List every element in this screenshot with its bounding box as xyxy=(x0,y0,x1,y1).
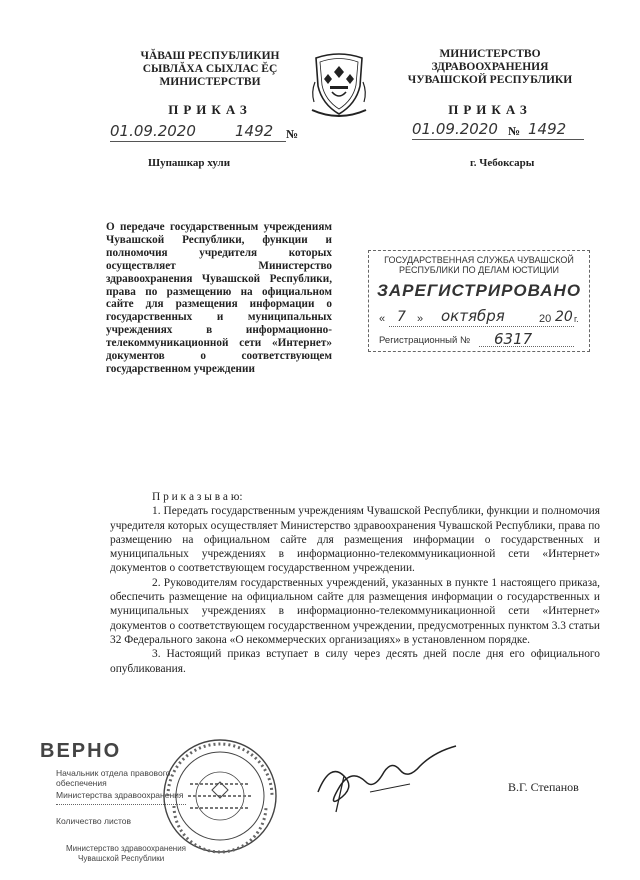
verified-stamp-line4: Министерство здравоохранения xyxy=(66,844,186,853)
header-right-line2: ЗДРАВООХРАНЕНИЯ xyxy=(431,61,549,73)
header-right-date-underline xyxy=(412,139,584,140)
header-left-line1: ЧĂВАШ РЕСПУБЛИКИН xyxy=(140,50,280,62)
header-left-line3: МИНИСТЕРСТВИ xyxy=(159,76,261,88)
registration-stamp-close-quote: » xyxy=(417,313,424,325)
verified-stamp-verno: ВЕРНО xyxy=(40,740,122,762)
registration-stamp-header xyxy=(369,255,589,275)
registration-stamp-year-g: г. xyxy=(574,314,579,324)
header-left-line2: СЫВЛĂХА СЫХЛАС ĔÇ xyxy=(142,63,278,75)
registration-stamp-date xyxy=(379,307,584,329)
chuvash-emblem-icon xyxy=(310,48,368,120)
registration-stamp-number-row xyxy=(379,330,584,349)
header-left-doc-type: ПРИКАЗ xyxy=(168,102,252,117)
registration-stamp-month: октября xyxy=(441,307,505,325)
registration-stamp-line1: ГОСУДАРСТВЕННАЯ СЛУЖБА ЧУВАШСКОЙ xyxy=(384,255,574,265)
header-right-date: 01.09.2020 xyxy=(412,120,498,138)
header-left-city: Шупашкар хули xyxy=(148,157,231,169)
header-right-number: 1492 xyxy=(528,120,567,138)
header-right-city: г. Чебоксары xyxy=(470,157,535,169)
header-right-doc-type: ПРИКАЗ xyxy=(448,102,532,117)
header-right-org xyxy=(400,48,580,87)
body-intro: П р и к а з ы в а ю: xyxy=(152,491,243,503)
header-left-org xyxy=(110,50,310,89)
registration-stamp-number-line xyxy=(479,346,574,348)
signature-mark-icon xyxy=(300,742,470,822)
header-right-line1: МИНИСТЕРСТВО xyxy=(439,48,541,60)
header-left-date: 01.09.2020 xyxy=(110,122,196,140)
registration-stamp-line2: РЕСПУБЛИКИ ПО ДЕЛАМ ЮСТИЦИИ xyxy=(399,265,559,275)
body-paragraph-1: 1. Передать государственным учреждениям Чувашской Республики, функции и полномочия учредителя которых осуществляет Министерство здравоохранения Чувашской Республики, права по размещению на официальном сайте для размещения информации о государственных и муниципальных учреждениях в информационно-телекоммуникационной сети «Интернет» документов о соответствующем государственном учреждении. xyxy=(110,505,601,575)
registration-stamp-date-line xyxy=(389,326,574,328)
header-left-number-sign: № xyxy=(286,127,299,141)
header-left-date-number xyxy=(110,122,310,144)
signature-name: В.Г. Степанов xyxy=(508,780,579,794)
registration-stamp-open-quote: « xyxy=(379,313,386,325)
header-left-date-underline xyxy=(110,141,286,142)
registration-stamp-number: 6317 xyxy=(494,330,533,348)
registration-stamp-day: 7 xyxy=(397,309,406,325)
registration-stamp-registered: ЗАРЕГИСТРИРОВАНО xyxy=(376,281,582,300)
body-paragraph-2: 2. Руководителям государственных учреждений, указанных в пункте 1 настоящего приказа, обеспечить размещение на официальном сайте для размещения информации о государственных и муниципальных учреждениях в информационно-телекоммуникационной сети «Интернет» документов о соответствующем государственном учреждении, предусмотренных пунктом 3.3 статьи 32 Федерального закона «О некоммерческих организациях» в установленном порядке. xyxy=(110,576,600,646)
verified-stamp-line5: Чувашской Республики xyxy=(78,854,165,863)
body-paragraph-3: 3. Настоящий приказ вступает в силу через десять дней после дня его официального опубликования. xyxy=(110,648,600,675)
header-right-line3: ЧУВАШСКОЙ РЕСПУБЛИКИ xyxy=(407,74,573,86)
header-right-date-number xyxy=(412,120,592,142)
round-seal-icon xyxy=(160,736,280,856)
verified-stamp-line1: Начальник отдела правового обеспечения xyxy=(56,768,171,788)
document-title: О передаче государственным учреждениям Чувашской Республики, функции и полномочия учредителя которых осуществляет Министерство здравоохранения Чувашской Республики, права по размещению на официальном сайте для размещения информации о государственных и муниципальных учреждениях в информационно-телекоммуникационной сети «Интернет» документов о соответствующем государственном учреждении xyxy=(106,221,332,375)
registration-stamp-number-label: Регистрационный № xyxy=(379,335,471,346)
verified-stamp-line2: Министерства здравоохранения xyxy=(56,790,184,800)
header-right-number-sign: № xyxy=(508,124,521,138)
registration-stamp-year-suffix: 20 xyxy=(555,309,573,325)
registration-stamp xyxy=(368,250,590,352)
registration-stamp-year-prefix: 20 xyxy=(539,313,552,325)
header-left-number: 1492 xyxy=(235,122,274,140)
document-body xyxy=(110,490,600,676)
verified-stamp-line3: Количество листов xyxy=(56,816,132,826)
